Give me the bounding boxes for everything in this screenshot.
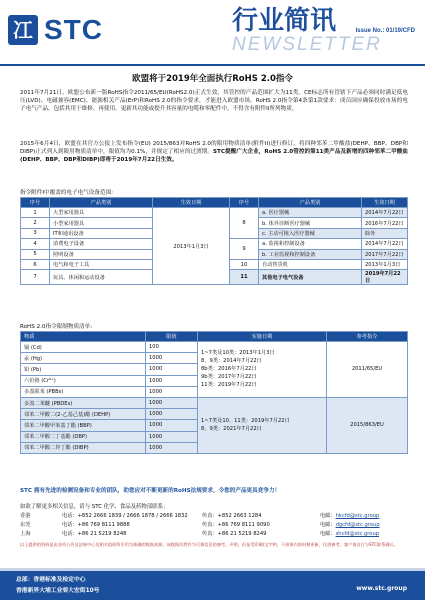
cell-limit: 1000: [146, 386, 198, 397]
cell-no: 11: [230, 270, 259, 285]
date-line: 8b类：2016年7月22日: [201, 366, 257, 373]
paragraph-2-text: 2015年6月4日，欧盟在其官方公报上发布指令(EU) 2015/863对RoHS 2.0的限用物质清单(附件II)进行修订，将四种邻苯二甲酸盐(DEHP、BBP、DBP和DIBP)正式列入到限用物质清单中，限值均为0.1%，并规定了相应的过渡期。: [20, 141, 408, 156]
paragraph-2: [20, 140, 408, 165]
contact-tel: 电话：+852 2666 1839 / 2666 1878 / 2666 1832: [62, 513, 188, 519]
stc-logo-icon: [8, 15, 38, 45]
contact-row-hong-kong: [20, 512, 410, 520]
date-line: 8、9类：2021年7月22日: [201, 426, 262, 433]
contact-fax: 传真：+852 2663 1284: [202, 513, 262, 519]
col-header: 生效日期: [362, 198, 408, 208]
cell-category: IT和通讯设备: [50, 228, 153, 238]
cell-no: 10: [230, 259, 259, 269]
cell-limit: 1000: [146, 420, 198, 431]
contact-city: 香港: [20, 513, 31, 519]
col-header: 物质: [21, 332, 146, 342]
cell-substance: 铅 (Pb): [21, 364, 146, 375]
cell-limit: 1000: [146, 397, 198, 408]
cell-category: 自动售货机: [259, 259, 362, 269]
col-header: 限值: [146, 332, 198, 342]
col-header: 实施日期: [198, 332, 327, 342]
cell-substance: 邻苯二甲酸二(2-乙基己基)酯 (DEHP): [21, 409, 146, 420]
cell-date: 除外: [362, 228, 408, 238]
header: [0, 0, 425, 62]
cell-category: 小型家用器具: [50, 218, 153, 228]
col-header: 产品类别: [50, 198, 153, 208]
cell-category: 电气和电子工具: [50, 259, 153, 269]
col-header: 参考指令: [327, 332, 408, 342]
cell-date: 2019年7月22日: [362, 270, 408, 285]
contact-row-shanghai: [20, 530, 410, 538]
footer-website-link[interactable]: www.stc.group: [356, 585, 407, 592]
contact-title: 如欲了解更多相关信息，请与 STC 化学、食品及药物部联系：: [20, 504, 169, 510]
cell-substance: 镉 (Cd): [21, 342, 146, 353]
cell-limit: 100: [146, 342, 198, 353]
cell-no: 2: [21, 218, 50, 228]
cell-no: 9: [230, 239, 259, 260]
cell-limit: 1000: [146, 375, 198, 386]
cell-no: 7: [21, 270, 50, 285]
cell-category: 照明设备: [50, 249, 153, 259]
email-label: 电邮：: [320, 522, 336, 528]
contact-email: [320, 512, 379, 519]
email-link[interactable]: hkcfd@stc.group: [335, 513, 380, 519]
article-title: 欧盟将于2019年全面执行RoHS 2.0指令: [132, 74, 293, 84]
scope-table-caption: 指令附件I中覆盖的电子电气设备范围:: [20, 190, 114, 196]
cell-date-shared: 2013年1月3日: [153, 208, 230, 285]
logo-text: STC: [44, 14, 103, 45]
cell-limit: 1000: [146, 442, 198, 453]
footer-address: 香港新界大埔工业邨大宏街10号: [16, 588, 100, 594]
cell-category: 大型家用器具: [50, 208, 153, 218]
cell-limit: 1000: [146, 353, 198, 364]
cell-substance: 邻苯二甲酸二异丁酯 (DIBP): [21, 442, 146, 453]
table-row: [21, 208, 408, 218]
disclaimer: 以上提供的资料是由各项公告及法规中心及相关组织所引用为准确的数据来源，该数据仍然作为可靠信息的参考，声明，但是受印刷/文字和，不担保内容时刻更新，仅供参考，客户请自行与STC联系确认。: [20, 542, 398, 547]
date-line: 9b类：2017年7月22日: [201, 374, 257, 381]
contact-tel: 电话：+86 769 8111 9888: [62, 522, 130, 528]
cell-category: c. 主动可植入医疗器械: [259, 228, 362, 238]
cell-category: 消费电子设备: [50, 239, 153, 249]
cell-date: 2017年7月22日: [362, 249, 408, 259]
table-header-row: [21, 332, 408, 342]
cell-no: 5: [21, 249, 50, 259]
date-line: 1~7类及10类：2013年1月3日: [201, 350, 275, 357]
cell-implementation-date-b: [198, 397, 327, 453]
cell-limit: 1000: [146, 364, 198, 375]
footer-stripe: [0, 568, 425, 571]
cell-category: 其他电子电气设备: [259, 270, 362, 285]
paragraph-2-highlight: STC提醒广大企业，RoHS 2.0管控的第11类产品及新增的四种邻苯二甲酸盐(DEHP、BBP、DBP和DIBP)即将于2019年7月22日生效。: [20, 149, 408, 164]
newsletter-subtitle: NEWSLETTER: [232, 34, 382, 55]
issue-number: Issue No.: 01/19/CFD: [355, 28, 415, 34]
col-header: 产品类别: [259, 198, 362, 208]
cell-date: 2016年7月22日: [362, 218, 408, 228]
cell-substance: 汞 (Hg): [21, 353, 146, 364]
email-label: 电邮：: [320, 531, 336, 537]
cell-substance: 多溴二苯醚 (PBDEs): [21, 397, 146, 408]
cell-no: 4: [21, 239, 50, 249]
table-row: [21, 397, 408, 408]
logo-glyph: 冮: [13, 18, 33, 42]
cell-implementation-date-a: [198, 342, 327, 398]
cell-no: 1: [21, 208, 50, 218]
cell-date: 2014年7月22日: [362, 208, 408, 218]
col-header: 生效日期: [153, 198, 230, 208]
notice-text: STC 拥有先进的检测设备和专业的团队，助您应对不断更新的RoHS法规要求，令您的产品更具竞争力！: [20, 488, 281, 494]
email-label: 电邮：: [320, 513, 336, 519]
cell-limit: 1000: [146, 409, 198, 420]
cell-substance: 邻苯二甲酸二丁基酯 (DBP): [21, 431, 146, 442]
table-header-row: [21, 198, 408, 208]
scope-table: [20, 197, 408, 285]
cell-category: b. 工业监视和控制设备: [259, 249, 362, 259]
substance-table: [20, 331, 408, 454]
newsletter-title: 行业简讯: [232, 6, 337, 36]
cell-directive-b: 2015/863/EU: [327, 397, 408, 453]
email-link[interactable]: shcfd@stc.group: [335, 531, 380, 537]
cell-substance: 邻苯二甲酸甲苯基丁酯 (BBP): [21, 420, 146, 431]
cell-category: b. 体外诊断医疗器械: [259, 218, 362, 228]
contact-city: 东莞: [20, 522, 31, 528]
footer-headquarters: 总部：香港标准及检定中心: [16, 577, 86, 583]
cell-category: 玩具、休闲和运动设备: [50, 270, 153, 285]
email-link[interactable]: dgcfd@stc.group: [335, 522, 380, 528]
cell-substance: 多溴联苯 (PBBs): [21, 386, 146, 397]
cell-date: 2013年1月3日: [362, 259, 408, 269]
contact-city: 上海: [20, 531, 31, 537]
substance-table-caption: RoHS 2.0指令限制物质清单:: [20, 324, 93, 330]
cell-substance: 六价铬 (Cr⁶⁺): [21, 375, 146, 386]
header-divider: [0, 64, 425, 66]
contact-fax: 传真：+86 769 8111 9090: [202, 522, 270, 528]
col-header: 序号: [21, 198, 50, 208]
cell-no: 8: [230, 208, 259, 239]
contact-email: [320, 530, 379, 537]
cell-date: 2014年7月22日: [362, 239, 408, 249]
cell-no: 6: [21, 259, 50, 269]
cell-no: 3: [21, 228, 50, 238]
cell-category: a. 监视和控制设备: [259, 239, 362, 249]
cell-directive-a: 2011/65/EU: [327, 342, 408, 398]
cell-category: a. 医疗器械: [259, 208, 362, 218]
contact-fax: 传真：+86 21 5219 8249: [202, 531, 267, 537]
table-row: [21, 342, 408, 353]
contact-tel: 电话：+86 21 5219 8248: [62, 531, 127, 537]
cell-limit: 1000: [146, 431, 198, 442]
contact-row-dongguan: [20, 521, 410, 529]
col-header: 序号: [230, 198, 259, 208]
date-line: 11类：2019年7月22日: [201, 382, 257, 389]
date-line: 1~7类及10、11类：2019年7月22日: [201, 418, 290, 425]
contact-email: [320, 521, 380, 528]
paragraph-1: 2011年7月21日，欧盟公布新一版RoHS指令2011/65/EU(RoHS2.0)正式生效，其管控的产品范围扩大为11类。CE标志所有管辖下产品必须同时满足低电压(LVD)、电磁兼容(EMC)、能源相关产品(ErP)和RoHS 2.0的指令要求，才能进入欧盟市场。RoHS 2.0指令第4条第1款要求：成员国应确保投放市场的电子电气产品，包括其用于维修、再使用、更新其功能或提升其容量的电缆和零配件中，不得含有附件II所列物质。: [20, 90, 408, 113]
footer: [0, 568, 425, 600]
date-line: 8、9类：2014年7月22日: [201, 358, 262, 365]
